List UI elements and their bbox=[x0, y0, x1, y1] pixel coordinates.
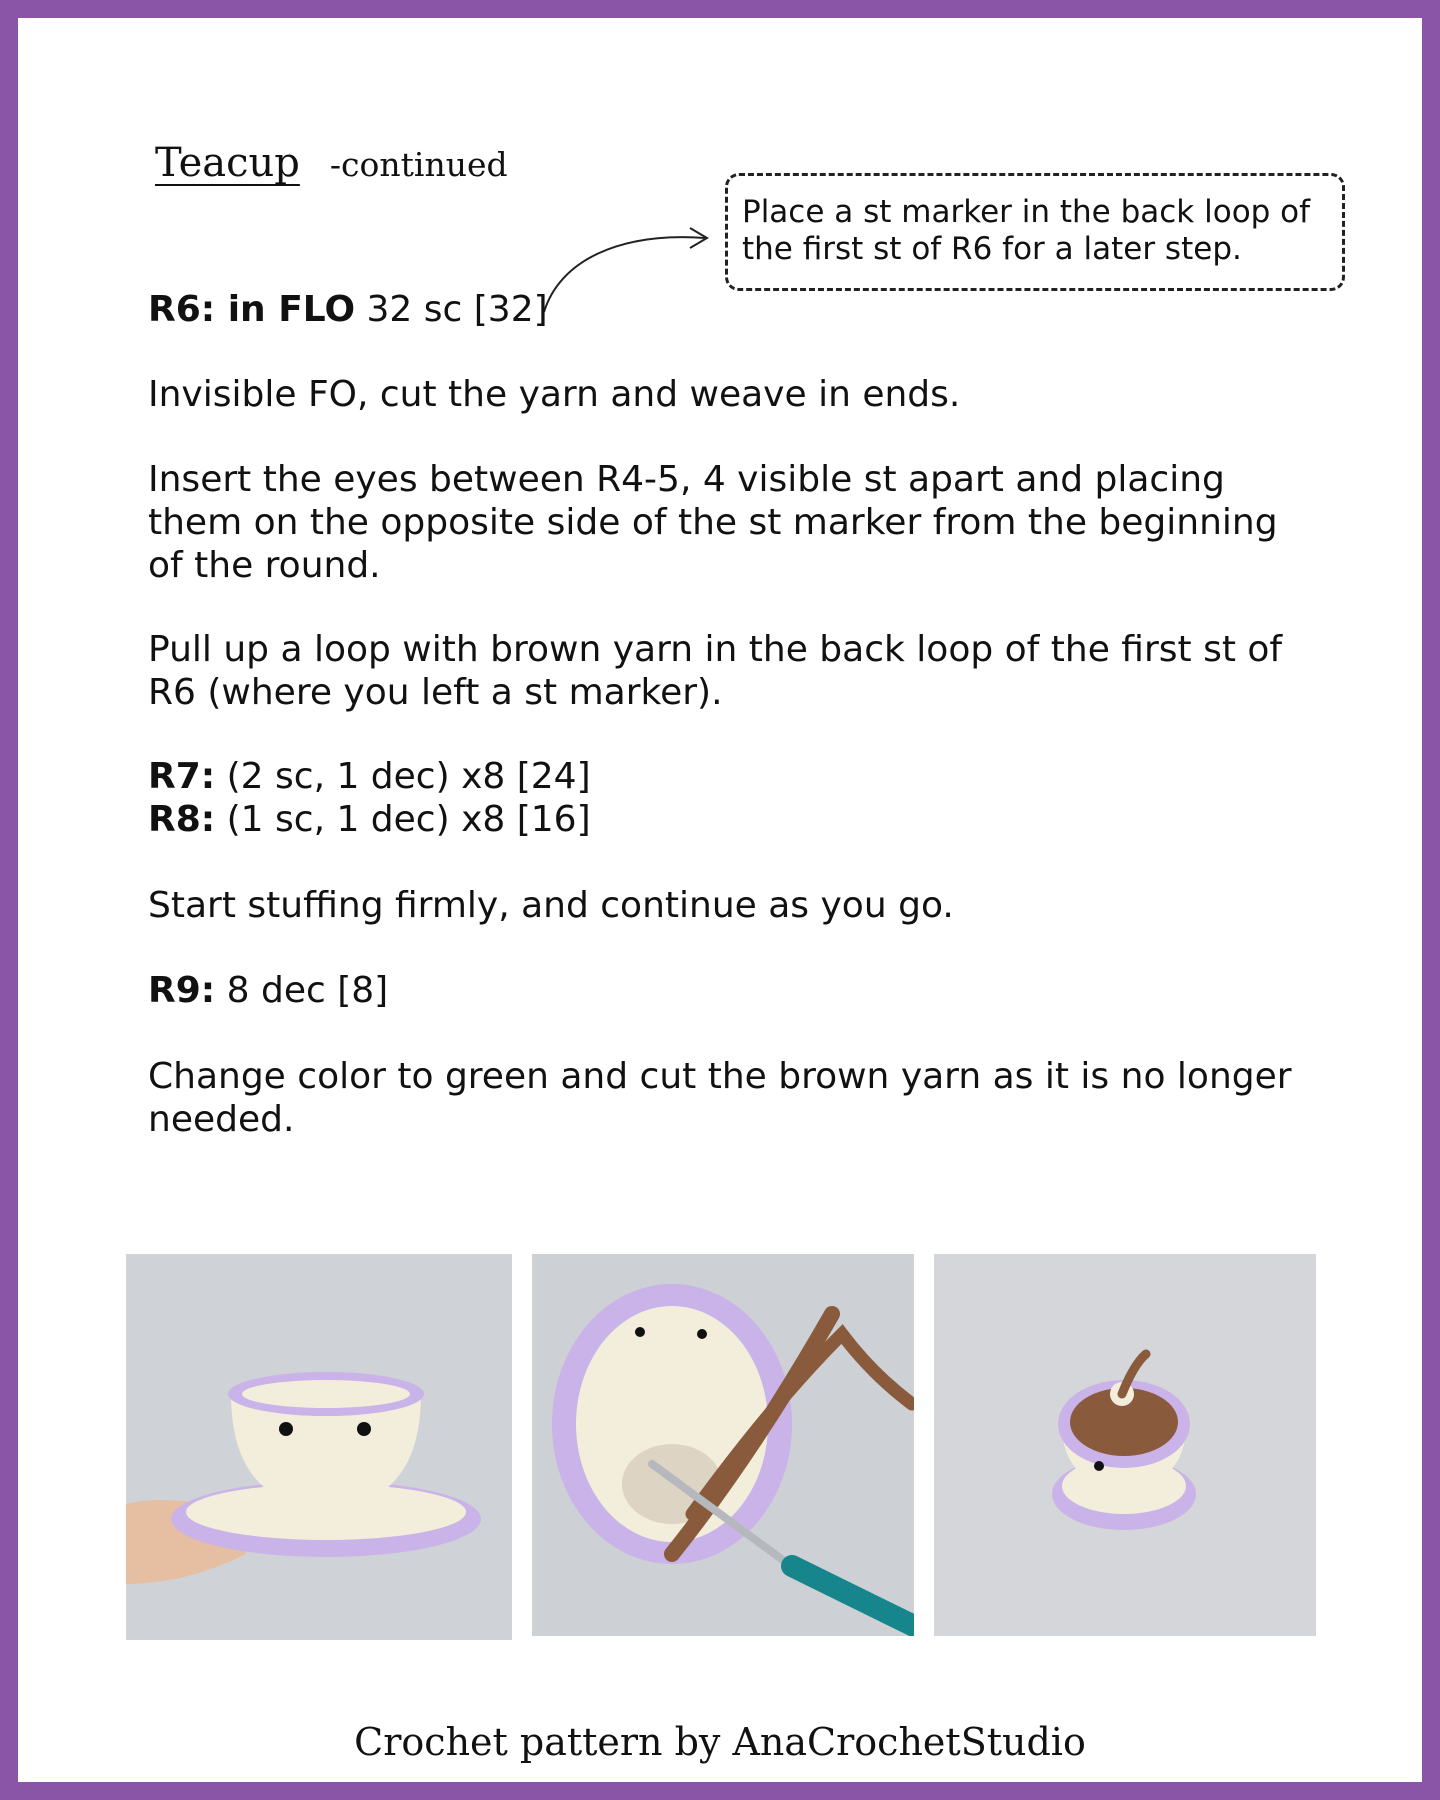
note-line-2: the first st of R6 for a later step. bbox=[742, 231, 1242, 267]
footer-credit: Crochet pattern by AnaCrochetStudio bbox=[354, 1720, 1086, 1764]
pull-up-text: Pull up a loop with brown yarn in the back loop of the first st of R6 (where you left a st marker). bbox=[148, 629, 1283, 713]
round-9 bbox=[148, 969, 1308, 1012]
stuffing-text: Start stuffing firmly, and continue as you go. bbox=[148, 885, 954, 926]
rounds-7-8 bbox=[148, 755, 1308, 841]
round-8-label: R8: bbox=[148, 799, 216, 840]
change-color-text: Change color to green and cut the brown yarn as it is no longer needed. bbox=[148, 1056, 1292, 1140]
round-7 bbox=[148, 755, 1308, 798]
round-9-text: 8 dec [8] bbox=[226, 970, 389, 1011]
round-8 bbox=[148, 798, 1308, 841]
eyes-text: Insert the eyes between R4-5, 4 visible st apart and placing them on the opposite side of the st marker from the beginning of the round. bbox=[148, 459, 1278, 586]
round-6-label: R6: in FLO bbox=[148, 289, 356, 330]
round-7-text: (2 sc, 1 dec) x8 [24] bbox=[226, 756, 591, 797]
page-subtitle: -continued bbox=[329, 145, 508, 184]
photo-row bbox=[126, 1254, 1316, 1640]
round-6-text: 32 sc [32] bbox=[366, 289, 548, 330]
round-6 bbox=[148, 288, 1308, 331]
teacup-in-hand-photo bbox=[126, 1254, 512, 1640]
round-9-label: R9: bbox=[148, 970, 216, 1011]
fasten-off-text: Invisible FO, cut the yarn and weave in ends. bbox=[148, 374, 961, 415]
note-box bbox=[725, 173, 1345, 291]
page-title: Teacup bbox=[155, 140, 300, 186]
note-line-1: Place a st marker in the back loop of bbox=[742, 194, 1311, 230]
round-7-label: R7: bbox=[148, 756, 216, 797]
teacup-interior-photo bbox=[532, 1254, 914, 1636]
title-row bbox=[155, 140, 508, 186]
teacup-top-view-photo bbox=[934, 1254, 1316, 1636]
round-8-text: (1 sc, 1 dec) x8 [16] bbox=[226, 799, 591, 840]
